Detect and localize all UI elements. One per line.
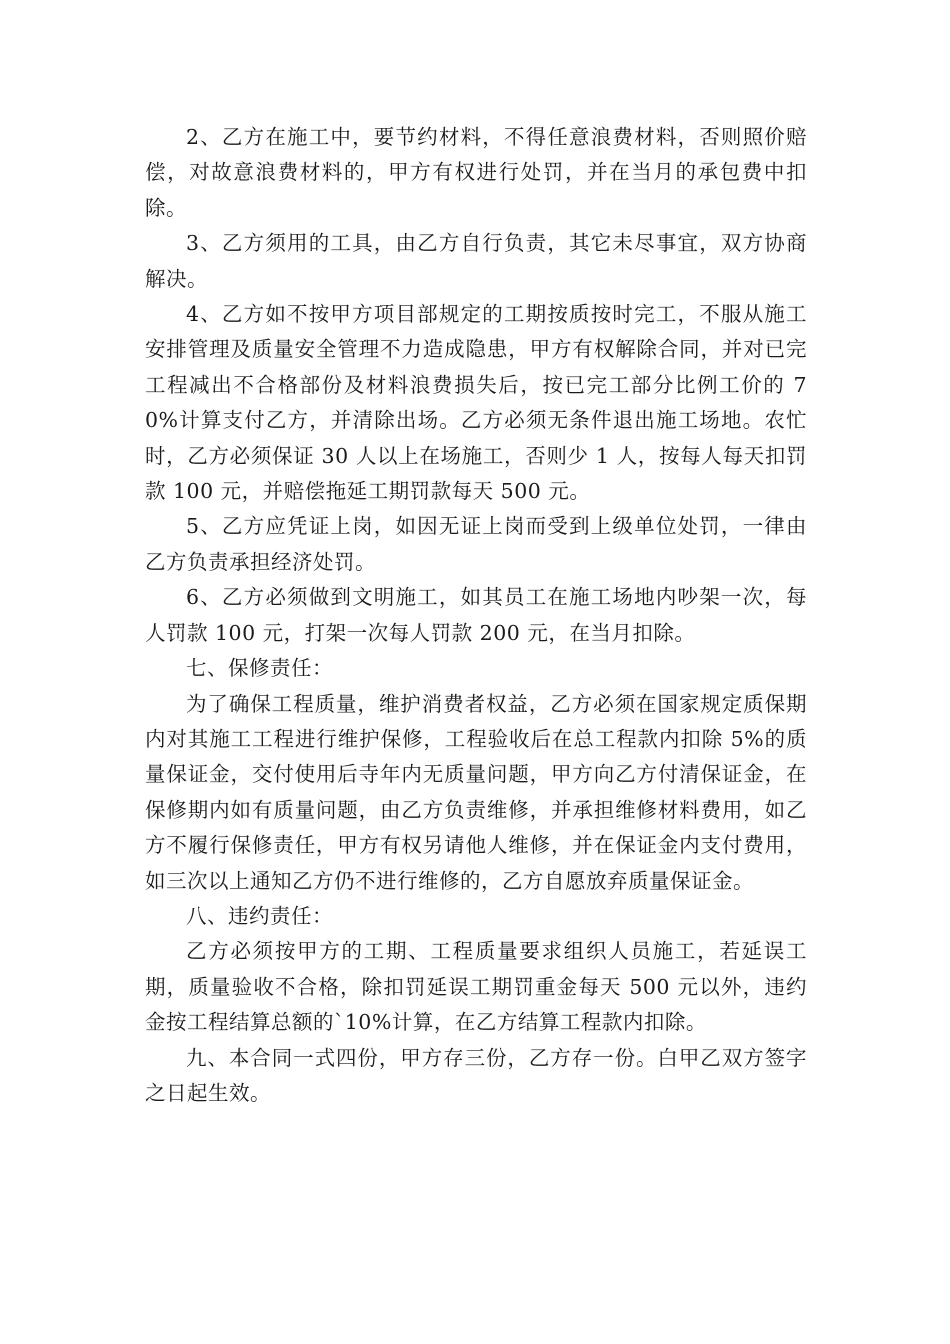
section-9-text: 九、本合同一式四份，甲方存三份，乙方存一份。白甲乙双方签字之日起生效。 [145,1045,807,1105]
clause-3-text: 3、乙方须用的工具，由乙方自行负责，其它未尽事宜，双方协商解决。 [145,231,807,291]
liability-paragraph [145,934,807,1040]
clause-2-text: 2、乙方在施工中，要节约材料，不得任意浪费材料，否则照价赔偿，对故意浪费材料的，甲方有权进行处罚，并在当月的承包费中扣除。 [145,125,807,220]
document-body [145,120,807,1111]
clause-4-paragraph [145,297,807,509]
warranty-text: 为了确保工程质量，维护消费者权益，乙方必须在国家规定质保期内对其施工工程进行维护保修，工程验收后在总工程款内扣除 5%的质量保证金，交付使用后寺年内无质量问题，甲方向乙方付清保证金，在保修期内如有质量问题，由乙方负责维修，并承担维修材料费用，如乙方不履行保修责任，甲方有权另请他人维修，并在保证金内支付费用，如三次以上通知乙方仍不进行维修的，乙方自愿放弃质量保证金。 [145,691,807,893]
section-8-heading-text: 八、违约责任： [186,903,333,928]
warranty-paragraph [145,687,807,899]
section-7-heading [145,651,807,686]
clause-6-text: 6、乙方必须做到文明施工，如其员工在施工场地内吵架一次，每人罚款 100 元，打架一次每人罚款 200 元，在当月扣除。 [145,585,807,645]
clause-6-paragraph [145,580,807,651]
clause-5-paragraph [145,509,807,580]
clause-4-text: 4、乙方如不按甲方项目部规定的工期按质按时完工，不服从施工安排管理及质量安全管理不力造成隐患，甲方有权解除合同，并对已完工程减出不合格部份及材料浪费损失后，按已完工部分比例工价的 70%计算支付乙方，并清除出场。乙方必须无条件退出施工场地。农忙时，乙方必须保证 30 人以上在场施工，否则少 1 人，按每人每天扣罚款 100 元，并赔偿拖延工期罚款每天 500 元。 [145,302,807,504]
clause-5-text: 5、乙方应凭证上岗，如因无证上岗而受到上级单位处罚，一律由乙方负责承担经济处罚。 [145,514,807,574]
clause-2-paragraph [145,120,807,226]
section-7-heading-text: 七、保修责任： [186,656,333,681]
section-9-paragraph [145,1041,807,1112]
section-8-heading [145,899,807,934]
clause-3-paragraph [145,226,807,297]
liability-text: 乙方必须按甲方的工期、工程质量要求组织人员施工，若延误工期，质量验收不合格，除扣罚延误工期罚重金每天 500 元以外，违约金按工程结算总额的`10%计算，在乙方结算工程款内扣除。 [145,939,807,1035]
